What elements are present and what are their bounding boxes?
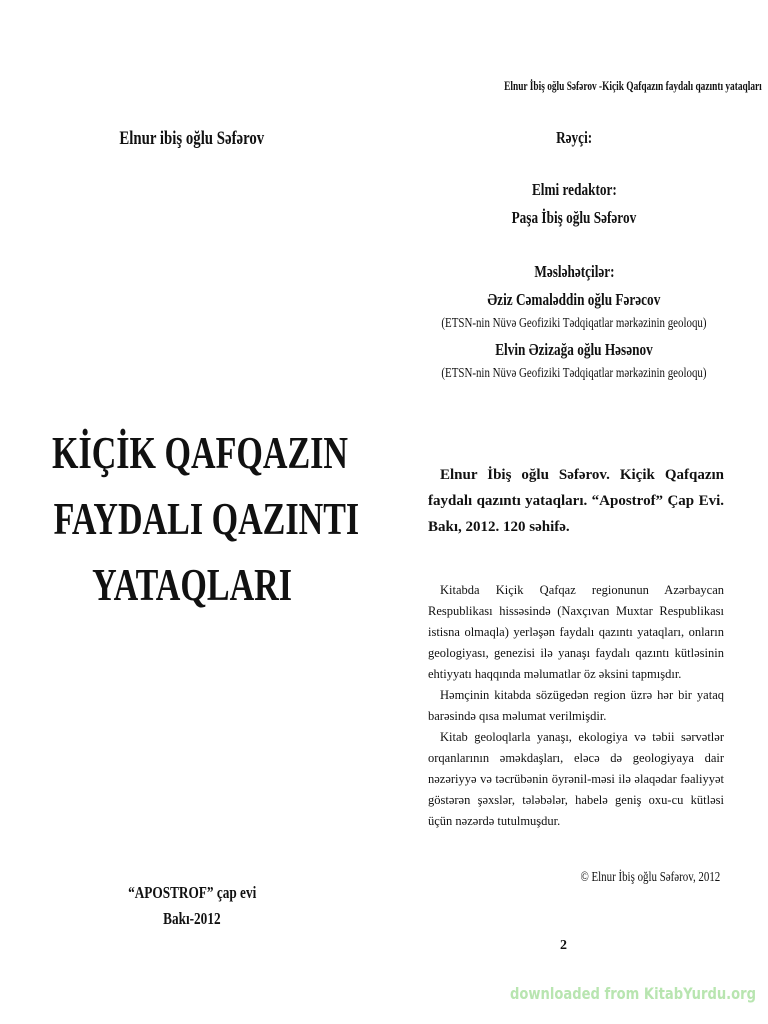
title-line: KİÇİK QAFQAZIN — [51, 427, 348, 478]
consultant-affiliation: (ETSN-nin Nüvə Geofiziki Tədqiqatlar mərkəzinin geoloqu) — [441, 316, 707, 331]
consultant-name: Əziz Cəmaləddin oğlu Fərəcov — [487, 290, 661, 309]
author-name: Elnur ibiş oğlu Səfərov — [119, 128, 265, 149]
consultant-name: Elvin Əzizağa oğlu Həsənov — [495, 340, 653, 359]
publisher-block — [0, 880, 384, 932]
running-head: Elnur İbiş oğlu Səfərov -Kiçik Qafqazın faydalı qazıntı yataqları — [504, 78, 762, 93]
reviewer-label: Rəyçi: — [555, 128, 593, 147]
abstract — [428, 580, 724, 832]
right-page — [384, 0, 768, 1024]
abstract-paragraph: Kitabda Kiçik Qafqaz regionunun Azərbaycan Respublikası hissəsində (Naxçıvan Muxtar Respublikası istisna olmaqla) yerləşən faydalı qazıntı yataqları, onların geologiyası, genezisi ilə yanaşı faydalı qazıntı kütləsinin ehtiyyatı haqqında məlumatlar öz əksini tapmışdır. — [428, 583, 724, 681]
consultants-label: Məsləhətçilər: — [533, 262, 615, 281]
abstract-paragraph: Kitab geoloqlarla yanaşı, ekologiya və təbii sərvətlər orqanlarının əməkdaşları, eləcə də geologiyaya dair nəzəriyyə və təcrübənin öyrənil-məsi ilə əlaqədar fəaliyyət göstərən şəxslər, tələbələr, habelə geniş oxu-cu kütləsi üçün nəzərdə tutulmuşdur. — [428, 730, 724, 828]
copyright-notice: © Elnur İbiş oğlu Səfərov, 2012 — [580, 870, 720, 885]
title-line: YATAQLARI — [92, 559, 292, 610]
consultant-affiliation: (ETSN-nin Nüvə Geofiziki Tədqiqatlar mərkəzinin geoloqu) — [441, 366, 707, 381]
editor-name: Paşa İbiş oğlu Səfərov — [511, 208, 637, 227]
editor-label: Elmi redaktor: — [531, 180, 617, 199]
publisher-name: “APOSTROF” çap evi — [127, 883, 257, 902]
title-line: FAYDALI QAZINTI — [53, 493, 360, 544]
book-title — [0, 420, 384, 618]
abstract-paragraph: Həmçinin kitabda sözügedən region üzrə hər bir yataq barəsində qısa məlumat verilmişdir. — [428, 688, 724, 723]
download-watermark: downloaded from KitabYurdu.org — [509, 984, 756, 1003]
bibliographic-citation: Elnur İbiş oğlu Səfərov. Kiçik Qafqazın faydalı qazıntı yataqları. “Apostrof” Çap Evi. Bakı, 2012. 120 səhifə. — [428, 467, 724, 535]
page-number: 2 — [560, 938, 567, 953]
place-year: Bakı-2012 — [163, 909, 221, 928]
